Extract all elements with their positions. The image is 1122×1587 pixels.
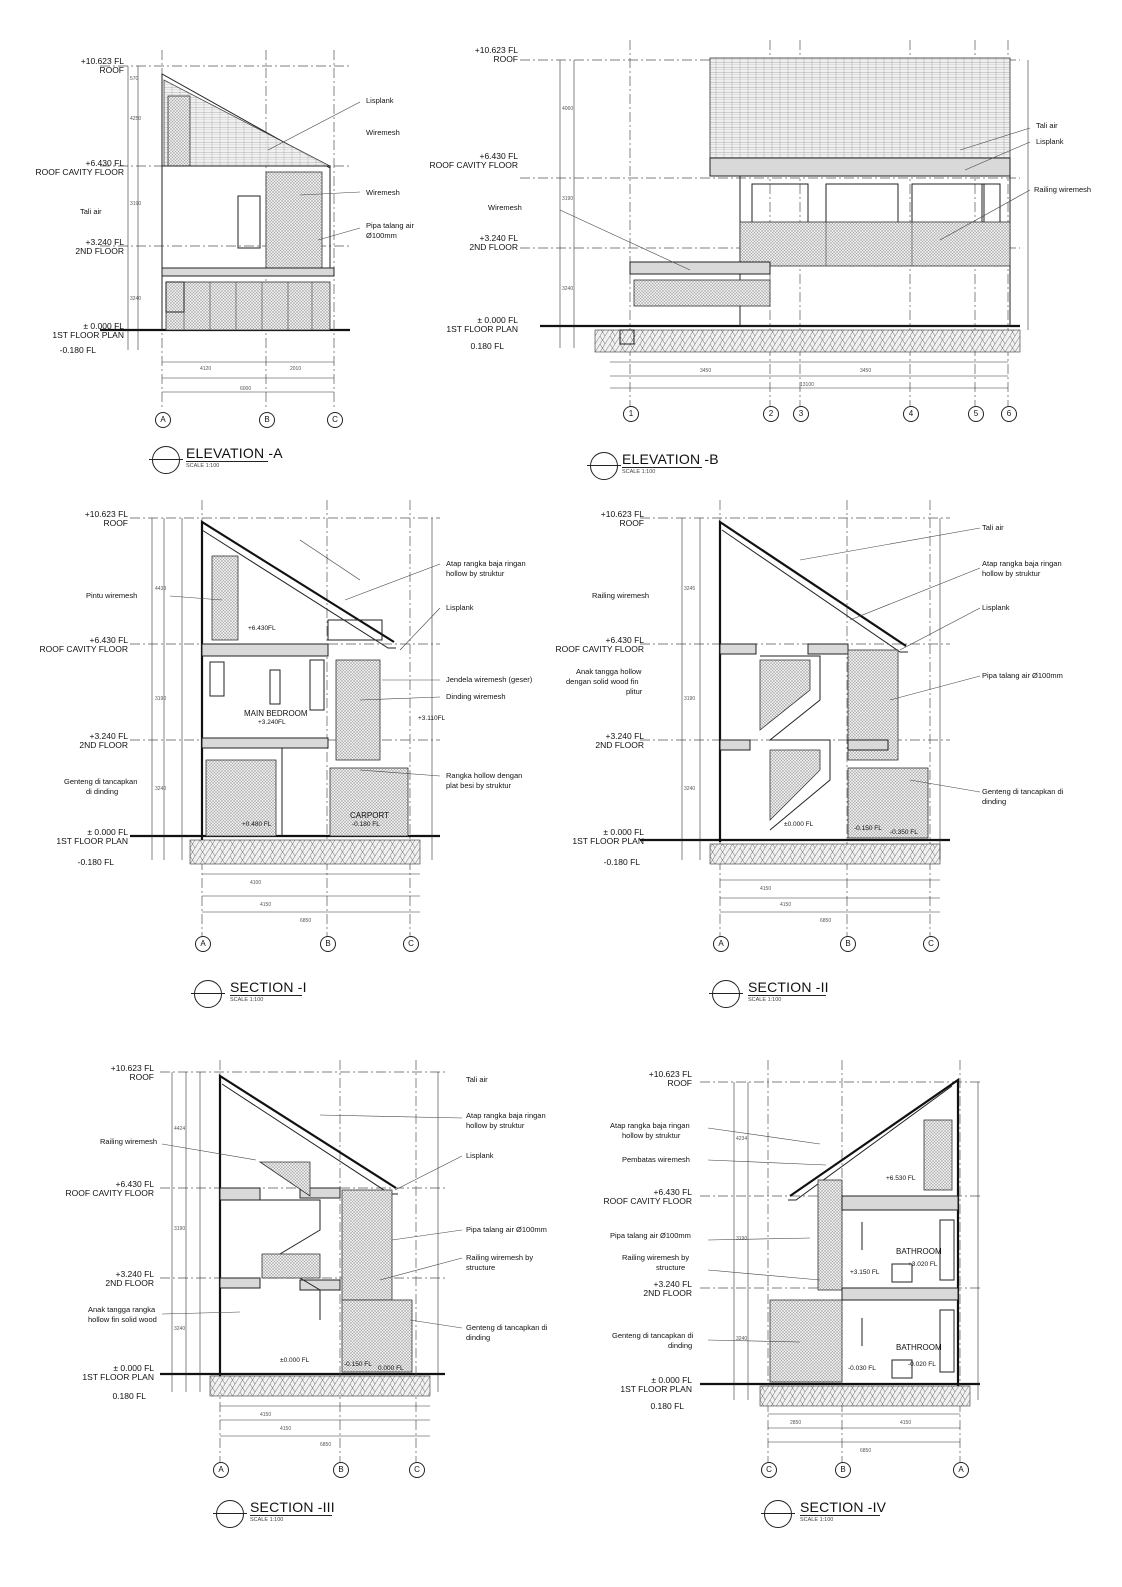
drawing-title-sec-3: SECTION -III: [250, 1499, 335, 1515]
note-railing: Railing wiremesh: [592, 591, 650, 600]
inner-level: ±0.000 FL: [280, 1357, 310, 1364]
level-roof: +10.623 FL ROOF: [80, 56, 124, 75]
grid-bubble-b: B: [835, 1462, 851, 1478]
inner-level: -0.030 FL: [848, 1365, 876, 1372]
note-railing-wiremesh: Railing wiremesh: [1034, 185, 1092, 194]
title-symbol: [216, 1500, 244, 1528]
note-pipa-talang: Pipa talang air: [366, 221, 414, 230]
svg-text:3240: 3240: [562, 286, 574, 292]
note-tali-air: Tali air: [1036, 121, 1058, 130]
grid-bubble-c: C: [409, 1462, 425, 1478]
drawing-scale: SCALE 1:100: [800, 1517, 834, 1523]
room-carport: CARPORT: [350, 811, 389, 820]
drawing-scale: SCALE 1:100: [622, 469, 656, 475]
note-rangka-2: plat besi by struktur: [446, 781, 512, 790]
note-pembatas: Pembatas wiremesh: [622, 1155, 690, 1164]
title-underline: [622, 467, 702, 468]
svg-text:2010: 2010: [290, 366, 302, 372]
svg-text:4150: 4150: [900, 1420, 912, 1426]
title-symbol: [712, 980, 740, 1008]
drawing-scale: SCALE 1:100: [250, 1517, 284, 1523]
title-underline: [250, 1515, 332, 1516]
level-1st-floor: ± 0.000 FL 1ST FLOOR PLAN: [620, 1375, 692, 1394]
title-underline: [186, 461, 268, 462]
note-railing-structure: Railing wiremesh by: [466, 1253, 534, 1262]
grid-bubble-1: 1: [623, 406, 639, 422]
note-tali-air: Tali air: [466, 1075, 488, 1084]
level-roof-cavity: +6.430 FL ROOF CAVITY FLOOR: [65, 1179, 154, 1198]
note-wiremesh: Wiremesh: [366, 128, 400, 137]
inner-level: -0.150 FL: [344, 1361, 372, 1368]
inner-level: +3.240FL: [258, 719, 286, 726]
grid-bubble-b: B: [840, 936, 856, 952]
note-railing: Railing wiremesh: [100, 1137, 158, 1146]
note-genteng: Genteng di tancapkan: [64, 777, 138, 786]
inner-level: -0.180 FL: [352, 821, 380, 828]
level-ground: 0.180 FL: [112, 1391, 146, 1401]
note-atap: Atap rangka baja ringan: [466, 1111, 546, 1120]
svg-text:4150: 4150: [260, 1412, 272, 1418]
title-symbol: [590, 452, 618, 480]
level-2nd-floor: +3.240 FL 2ND FLOOR: [643, 1279, 692, 1298]
svg-text:4150: 4150: [280, 1426, 292, 1432]
note-atap-2: hollow by struktur: [982, 569, 1041, 578]
svg-text:6850: 6850: [820, 918, 832, 924]
svg-text:3240: 3240: [736, 1336, 748, 1342]
svg-text:4060: 4060: [562, 106, 574, 112]
level-2nd-floor: +3.240 FL 2ND FLOOR: [105, 1269, 154, 1288]
grid-bubble-6: 6: [1001, 406, 1017, 422]
note-lisplank: Lisplank: [1036, 137, 1064, 146]
svg-text:3240: 3240: [155, 786, 167, 792]
drawing-scale: SCALE 1:100: [230, 997, 264, 1003]
drawing-title-sec-1: SECTION -I: [230, 979, 307, 995]
note-jendela: Jendela wiremesh (geser): [446, 675, 533, 684]
grid-bubble-a: A: [195, 936, 211, 952]
grid-bubble-c: C: [761, 1462, 777, 1478]
level-roof-cavity: +6.430 FL ROOF CAVITY FLOOR: [429, 151, 518, 170]
level-roof-cavity: +6.430 FL ROOF CAVITY FLOOR: [603, 1187, 692, 1206]
grid-bubble-c: C: [403, 936, 419, 952]
note-genteng-2: dinding: [668, 1341, 693, 1350]
svg-text:2850: 2850: [790, 1420, 802, 1426]
svg-text:13100: 13100: [800, 382, 814, 388]
svg-text:6850: 6850: [300, 918, 312, 924]
note-wiremesh: Wiremesh: [488, 203, 522, 212]
grid-bubble-3: 3: [793, 406, 809, 422]
svg-text:6000: 6000: [240, 386, 252, 392]
svg-text:3190: 3190: [684, 696, 696, 702]
grid-bubble-2: 2: [763, 406, 779, 422]
title-symbol: [194, 980, 222, 1008]
svg-text:4120: 4120: [200, 366, 212, 372]
svg-text:4150: 4150: [260, 902, 272, 908]
section-4: [700, 1060, 980, 1476]
level-ground: -0.180 FL: [77, 857, 114, 867]
inner-level: -0.350 FL: [890, 829, 918, 836]
note-tali-air: Tali air: [982, 523, 1004, 532]
level-2nd-floor: +3.240 FL 2ND FLOOR: [469, 233, 518, 252]
elevation-a: [100, 50, 360, 410]
note-rangka: Rangka hollow dengan: [446, 771, 523, 780]
svg-text:3190: 3190: [562, 196, 574, 202]
inner-level: +0.480 FL: [242, 821, 272, 828]
level-1st-floor: ± 0.000 FL 1ST FLOOR PLAN: [572, 827, 644, 846]
inner-level: 0.000 FL: [378, 1365, 404, 1372]
drawing-title-elev-a: ELEVATION -A: [186, 445, 283, 461]
grid-bubble-b: B: [320, 936, 336, 952]
title-underline: [230, 995, 302, 996]
grid-bubble-c: C: [923, 936, 939, 952]
title-symbol: [764, 1500, 792, 1528]
note-atap: Atap rangka baja ringan: [610, 1121, 690, 1130]
level-ground: 0.180 FL: [650, 1401, 684, 1411]
note-genteng: Genteng di tancapkan di: [982, 787, 1064, 796]
grid-bubble-a: A: [953, 1462, 969, 1478]
note-pipa: Pipa talang air Ø100mm: [466, 1225, 547, 1234]
level-1st-floor: ± 0.000 FL 1ST FLOOR PLAN: [446, 315, 518, 334]
drawing-title-sec-4: SECTION -IV: [800, 1499, 887, 1515]
svg-text:4250: 4250: [130, 116, 142, 122]
title-underline: [748, 995, 826, 996]
note-genteng: Genteng di tancapkan di: [612, 1331, 694, 1340]
inner-level: +3.110FL: [418, 715, 446, 722]
svg-text:3190: 3190: [155, 696, 167, 702]
level-roof-cavity: +6.430 FL ROOF CAVITY FLOOR: [555, 635, 644, 654]
level-roof: +10.623 FL ROOF: [110, 1063, 154, 1082]
level-roof: +10.623 FL ROOF: [84, 509, 128, 528]
elevation-b: [520, 40, 1030, 410]
note-genteng-2: dinding: [466, 1333, 491, 1342]
title-symbol: [152, 446, 180, 474]
grid-bubble-a: A: [713, 936, 729, 952]
level-roof: +10.623 FL ROOF: [600, 509, 644, 528]
note-pipa: Pipa talang air Ø100mm: [610, 1231, 691, 1240]
note-atap-2: hollow by struktur: [446, 569, 505, 578]
inner-level: -0.020 FL: [908, 1361, 936, 1368]
svg-text:3450: 3450: [860, 368, 872, 374]
note-pintu-wiremesh: Pintu wiremesh: [86, 591, 138, 600]
level-roof: +10.623 FL ROOF: [474, 45, 518, 64]
room-main-bedroom: MAIN BEDROOM: [244, 709, 308, 718]
drawing-title-elev-b: ELEVATION -B: [622, 451, 719, 467]
note-tali-air: Tali air: [80, 207, 102, 216]
note-atap-2: hollow by struktur: [466, 1121, 525, 1130]
grid-bubble-c: C: [327, 412, 343, 428]
note-railing-2: structure: [656, 1263, 686, 1272]
svg-text:3450: 3450: [700, 368, 712, 374]
svg-text:4234: 4234: [736, 1136, 748, 1142]
svg-text:3190: 3190: [130, 201, 142, 207]
svg-text:570: 570: [130, 76, 139, 82]
note-lisplank: Lisplank: [466, 1151, 494, 1160]
note-pipa: Pipa talang air Ø100mm: [982, 671, 1063, 680]
note-anak-tangga: Anak tangga hollow: [576, 667, 642, 676]
inner-level: ±0.000 FL: [784, 821, 814, 828]
level-1st-floor: ± 0.000 FL 1ST FLOOR PLAN: [52, 321, 124, 340]
svg-text:6850: 6850: [860, 1448, 872, 1454]
level-ground: 0.180 FL: [470, 341, 504, 351]
level-roof-cavity: +6.430 FL ROOF CAVITY FLOOR: [39, 635, 128, 654]
grid-bubble-b: B: [259, 412, 275, 428]
section-3: [160, 1060, 462, 1470]
svg-text:4150: 4150: [760, 886, 772, 892]
svg-text:4424: 4424: [174, 1126, 186, 1132]
note-railing: Railing wiremesh by: [622, 1253, 690, 1262]
svg-text:4433: 4433: [155, 586, 167, 592]
grid-bubble-4: 4: [903, 406, 919, 422]
note-railing-structure-2: structure: [466, 1263, 496, 1272]
note-atap: Atap rangka baja ringan: [446, 559, 526, 568]
svg-text:3190: 3190: [174, 1226, 186, 1232]
svg-text:4150: 4150: [780, 902, 792, 908]
room-bathroom-lower: BATHROOM: [896, 1343, 942, 1352]
level-1st-floor: ± 0.000 FL 1ST FLOOR PLAN: [56, 827, 128, 846]
inner-level: +3.150 FL: [850, 1269, 880, 1276]
svg-text:6850: 6850: [320, 1442, 332, 1448]
note-atap: Atap rangka baja ringan: [982, 559, 1062, 568]
svg-text:3240: 3240: [174, 1326, 186, 1332]
svg-text:4100: 4100: [250, 880, 262, 886]
svg-text:3240: 3240: [130, 296, 142, 302]
inner-level: -0.150 FL: [854, 825, 882, 832]
note-genteng-2: di dinding: [86, 787, 119, 796]
drawing-scale: SCALE 1:100: [748, 997, 782, 1003]
note-genteng-2: dinding: [982, 797, 1007, 806]
grid-bubble-5: 5: [968, 406, 984, 422]
note-dinding: Dinding wiremesh: [446, 692, 506, 701]
section-2: [640, 500, 980, 945]
level-1st-floor: ± 0.000 FL 1ST FLOOR PLAN: [82, 1363, 154, 1382]
inner-level: +6.530 FL: [886, 1175, 916, 1182]
grid-bubble-a: A: [213, 1462, 229, 1478]
grid-bubble-b: B: [333, 1462, 349, 1478]
note-wiremesh-2: Wiremesh: [366, 188, 400, 197]
title-underline: [800, 1515, 880, 1516]
note-anak-tangga-2: dengan solid wood fin: [566, 677, 639, 686]
level-2nd-floor: +3.240 FL 2ND FLOOR: [595, 731, 644, 750]
level-2nd-floor: +3.240 FL 2ND FLOOR: [79, 731, 128, 750]
note-anak-tangga-2: hollow fin solid wood: [88, 1315, 157, 1324]
grid-bubble-a: A: [155, 412, 171, 428]
inner-level: +6.430FL: [248, 625, 276, 632]
level-ground: -0.180 FL: [59, 345, 96, 355]
note-genteng: Genteng di tancapkan di: [466, 1323, 548, 1332]
note-lisplank: Lisplank: [982, 603, 1010, 612]
note-lisplank: Lisplank: [366, 96, 394, 105]
svg-text:3190: 3190: [736, 1236, 748, 1242]
svg-text:3245: 3245: [684, 586, 696, 592]
drawing-title-sec-2: SECTION -II: [748, 979, 829, 995]
level-2nd-floor: +3.240 FL 2ND FLOOR: [75, 237, 124, 256]
drawing-scale: SCALE 1:100: [186, 463, 220, 469]
inner-level: +3.020 FL: [908, 1261, 938, 1268]
level-roof-cavity: +6.430 FL ROOF CAVITY FLOOR: [35, 158, 124, 177]
level-roof: +10.623 FL ROOF: [648, 1069, 692, 1088]
note-anak-tangga: Anak tangga rangka: [88, 1305, 156, 1314]
room-bathroom-upper: BATHROOM: [896, 1247, 942, 1256]
note-anak-tangga-3: plitur: [626, 687, 643, 696]
svg-text:3240: 3240: [684, 786, 696, 792]
note-lisplank: Lisplank: [446, 603, 474, 612]
level-ground: -0.180 FL: [603, 857, 640, 867]
note-atap-2: hollow by struktur: [622, 1131, 681, 1140]
note-pipa-diameter: Ø100mm: [366, 231, 397, 240]
